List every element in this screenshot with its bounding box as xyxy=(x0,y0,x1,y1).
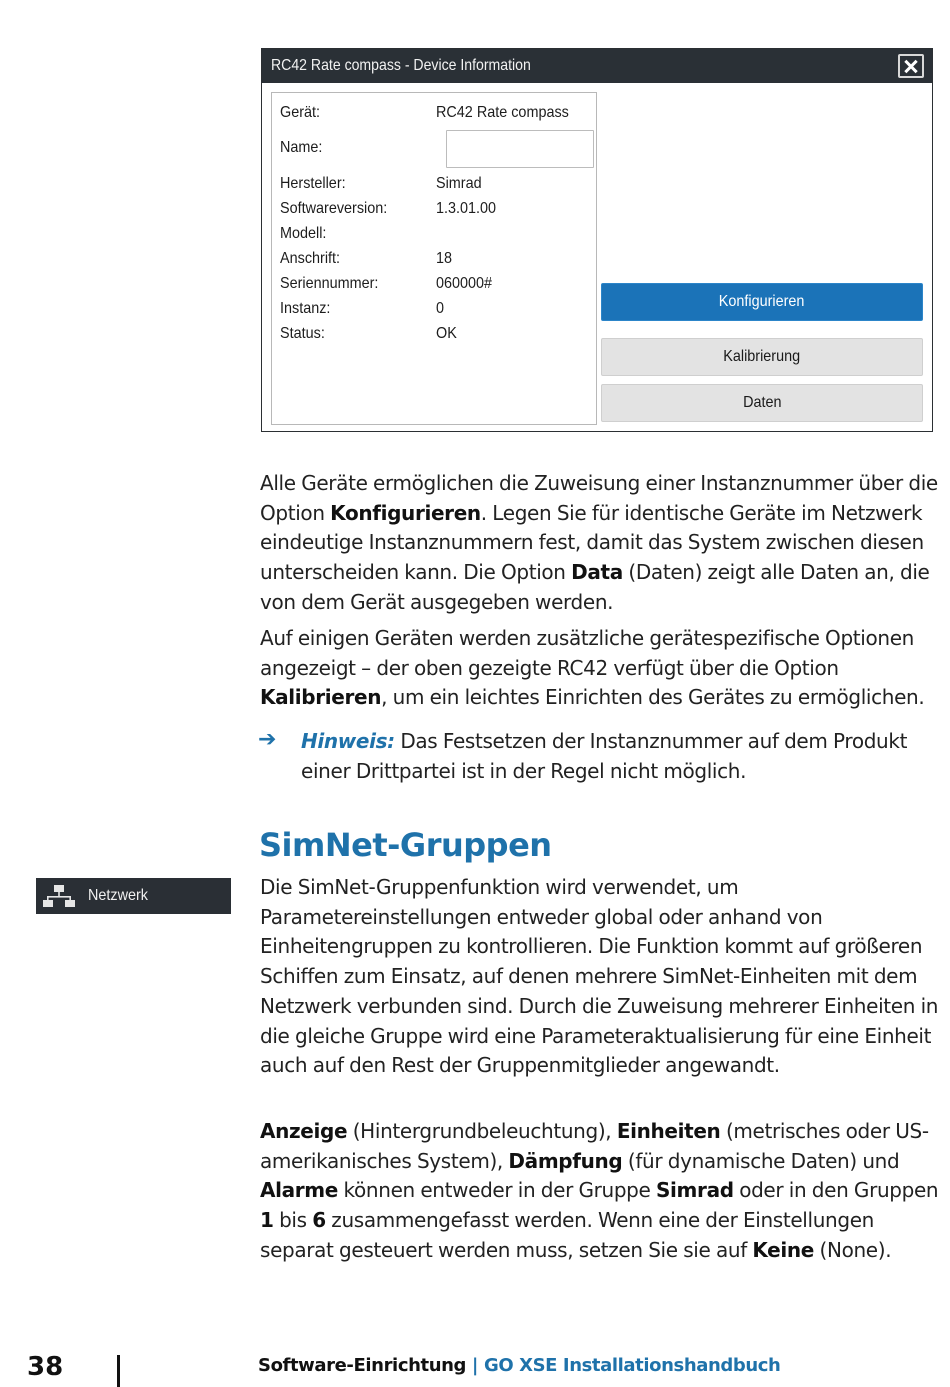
bold-term: Anzeige xyxy=(260,1119,348,1143)
text-run: zusammengefasst werden. Wenn eine der Einstellungen separat gesteuert werden muss, setzen Sie sie auf xyxy=(260,1208,874,1262)
footer-book-title: GO XSE Installationshandbuch xyxy=(483,1355,781,1376)
paragraph-calibration xyxy=(260,624,940,713)
bold-term: Keine xyxy=(752,1237,815,1262)
status-label: Status: xyxy=(280,325,325,342)
text-run: oder in den Gruppen xyxy=(733,1178,939,1203)
software-version-value: 1.3.01.00 xyxy=(436,200,497,217)
text-run: (None). xyxy=(814,1237,892,1262)
info-row-address xyxy=(280,250,588,272)
footer-title xyxy=(258,1355,780,1376)
bold-term: 1 xyxy=(260,1208,274,1233)
instance-value: 0 xyxy=(436,300,445,317)
serial-number-label: Seriennummer: xyxy=(280,275,379,292)
device-information-dialog xyxy=(261,48,933,432)
note-text: Das Festsetzen der Instanznummer auf dem Produkt einer Drittpartei ist in der Regel nicht möglich. xyxy=(301,729,908,783)
note-paragraph xyxy=(301,727,931,786)
bold-term: Dämpfung xyxy=(508,1148,623,1173)
data-button-label: Daten xyxy=(742,394,782,411)
close-icon[interactable] xyxy=(898,54,924,78)
calibrate-button-label: Kalibrierung xyxy=(723,348,801,365)
arrow-right-icon: ➔ xyxy=(258,727,277,752)
info-row-status xyxy=(280,325,588,347)
paragraph-group-settings xyxy=(260,1117,940,1266)
configure-button-label: Konfigurieren xyxy=(719,293,805,310)
info-row-manufacturer xyxy=(280,175,588,197)
text-run: können entweder in der Gruppe xyxy=(338,1178,656,1203)
address-label: Anschrift: xyxy=(280,250,341,267)
info-row-instance xyxy=(280,300,588,322)
info-row-serial xyxy=(280,275,588,297)
text-run: bis xyxy=(273,1208,313,1233)
status-value: OK xyxy=(436,325,457,342)
text-run: (metrisches oder US-amerikanisches System), xyxy=(260,1119,929,1173)
device-info-panel xyxy=(271,92,597,425)
address-value: 18 xyxy=(436,250,453,267)
page-number: 38 xyxy=(27,1352,64,1382)
device-value: RC42 Rate compass xyxy=(436,104,569,121)
bold-term: Data xyxy=(571,560,623,585)
network-menu-tag xyxy=(36,878,231,914)
footer-divider xyxy=(117,1355,120,1387)
manufacturer-value: Simrad xyxy=(436,175,482,192)
device-label: Gerät: xyxy=(280,104,321,121)
bold-term: Alarme xyxy=(260,1178,338,1203)
network-tag-label: Netzwerk xyxy=(88,887,149,904)
text-run: (Daten) zeigt alle Daten an, die von dem Gerät ausgegeben werden. xyxy=(260,560,930,614)
model-label: Modell: xyxy=(280,225,327,242)
text-run: (für dynamische Daten) und xyxy=(622,1148,900,1173)
configure-button[interactable] xyxy=(601,283,923,321)
network-icon xyxy=(42,883,76,909)
paragraph-simnet-groups: Die SimNet-Gruppenfunktion wird verwendet, um Parametereinstellungen entweder global oder anhand von Einheitengruppen zu kontrollieren. Die Funktion kommt auf größeren Schiffen zum Einsatz, auf denen mehrere SimNet-Einheiten mit dem Netzwerk verbunden sind. Durch die Zuweisung mehrerer Einheiten in die gleiche Gruppe wird eine Parameteraktualisierung für eine Einheit auch auf den Rest der Gruppenmitglieder angewandt. xyxy=(260,875,939,1078)
text-run: Auf einigen Geräten werden zusätzliche gerätespezifische Optionen angezeigt – der oben gezeigte RC42 verfügt über die Option xyxy=(260,626,914,680)
section-heading: SimNet-Gruppen xyxy=(259,826,552,864)
text-run: (Hintergrundbeleuchtung), xyxy=(347,1119,617,1143)
name-label: Name: xyxy=(280,139,323,156)
manufacturer-label: Hersteller: xyxy=(280,175,346,192)
bold-term: Kalibrieren xyxy=(260,685,382,710)
text-run: , um ein leichtes Einrichten des Gerätes zu ermöglichen. xyxy=(381,685,925,710)
dialog-titlebar xyxy=(262,49,932,83)
name-input[interactable] xyxy=(446,130,594,168)
info-row-software xyxy=(280,200,588,222)
bold-term: Simrad xyxy=(656,1178,734,1203)
dialog-title: RC42 Rate compass - Device Information xyxy=(271,57,531,74)
info-row-model xyxy=(280,225,588,247)
calibrate-button[interactable] xyxy=(601,338,923,376)
info-row-device xyxy=(280,104,588,126)
bold-term: Konfigurieren xyxy=(330,500,481,525)
text-run: Alle Geräte ermöglichen die Zuweisung einer Instanznummer über die Option xyxy=(260,471,938,525)
text-run: . Legen Sie für identische Geräte im Netzwerk eindeutige Instanznummern fest, damit das System zwischen diesen unterscheiden kann. Die Option xyxy=(260,500,924,585)
footer-section: Software-Einrichtung xyxy=(258,1355,467,1376)
data-button[interactable] xyxy=(601,384,923,422)
paragraph-instance-numbers xyxy=(260,469,940,618)
serial-number-value: 060000# xyxy=(436,275,493,292)
footer-separator: | xyxy=(466,1355,484,1376)
instance-label: Instanz: xyxy=(280,300,331,317)
bold-term: Einheiten xyxy=(616,1119,721,1143)
software-version-label: Softwareversion: xyxy=(280,200,388,217)
note-label: Hinweis: xyxy=(301,729,395,753)
bold-term: 6 xyxy=(312,1208,326,1233)
